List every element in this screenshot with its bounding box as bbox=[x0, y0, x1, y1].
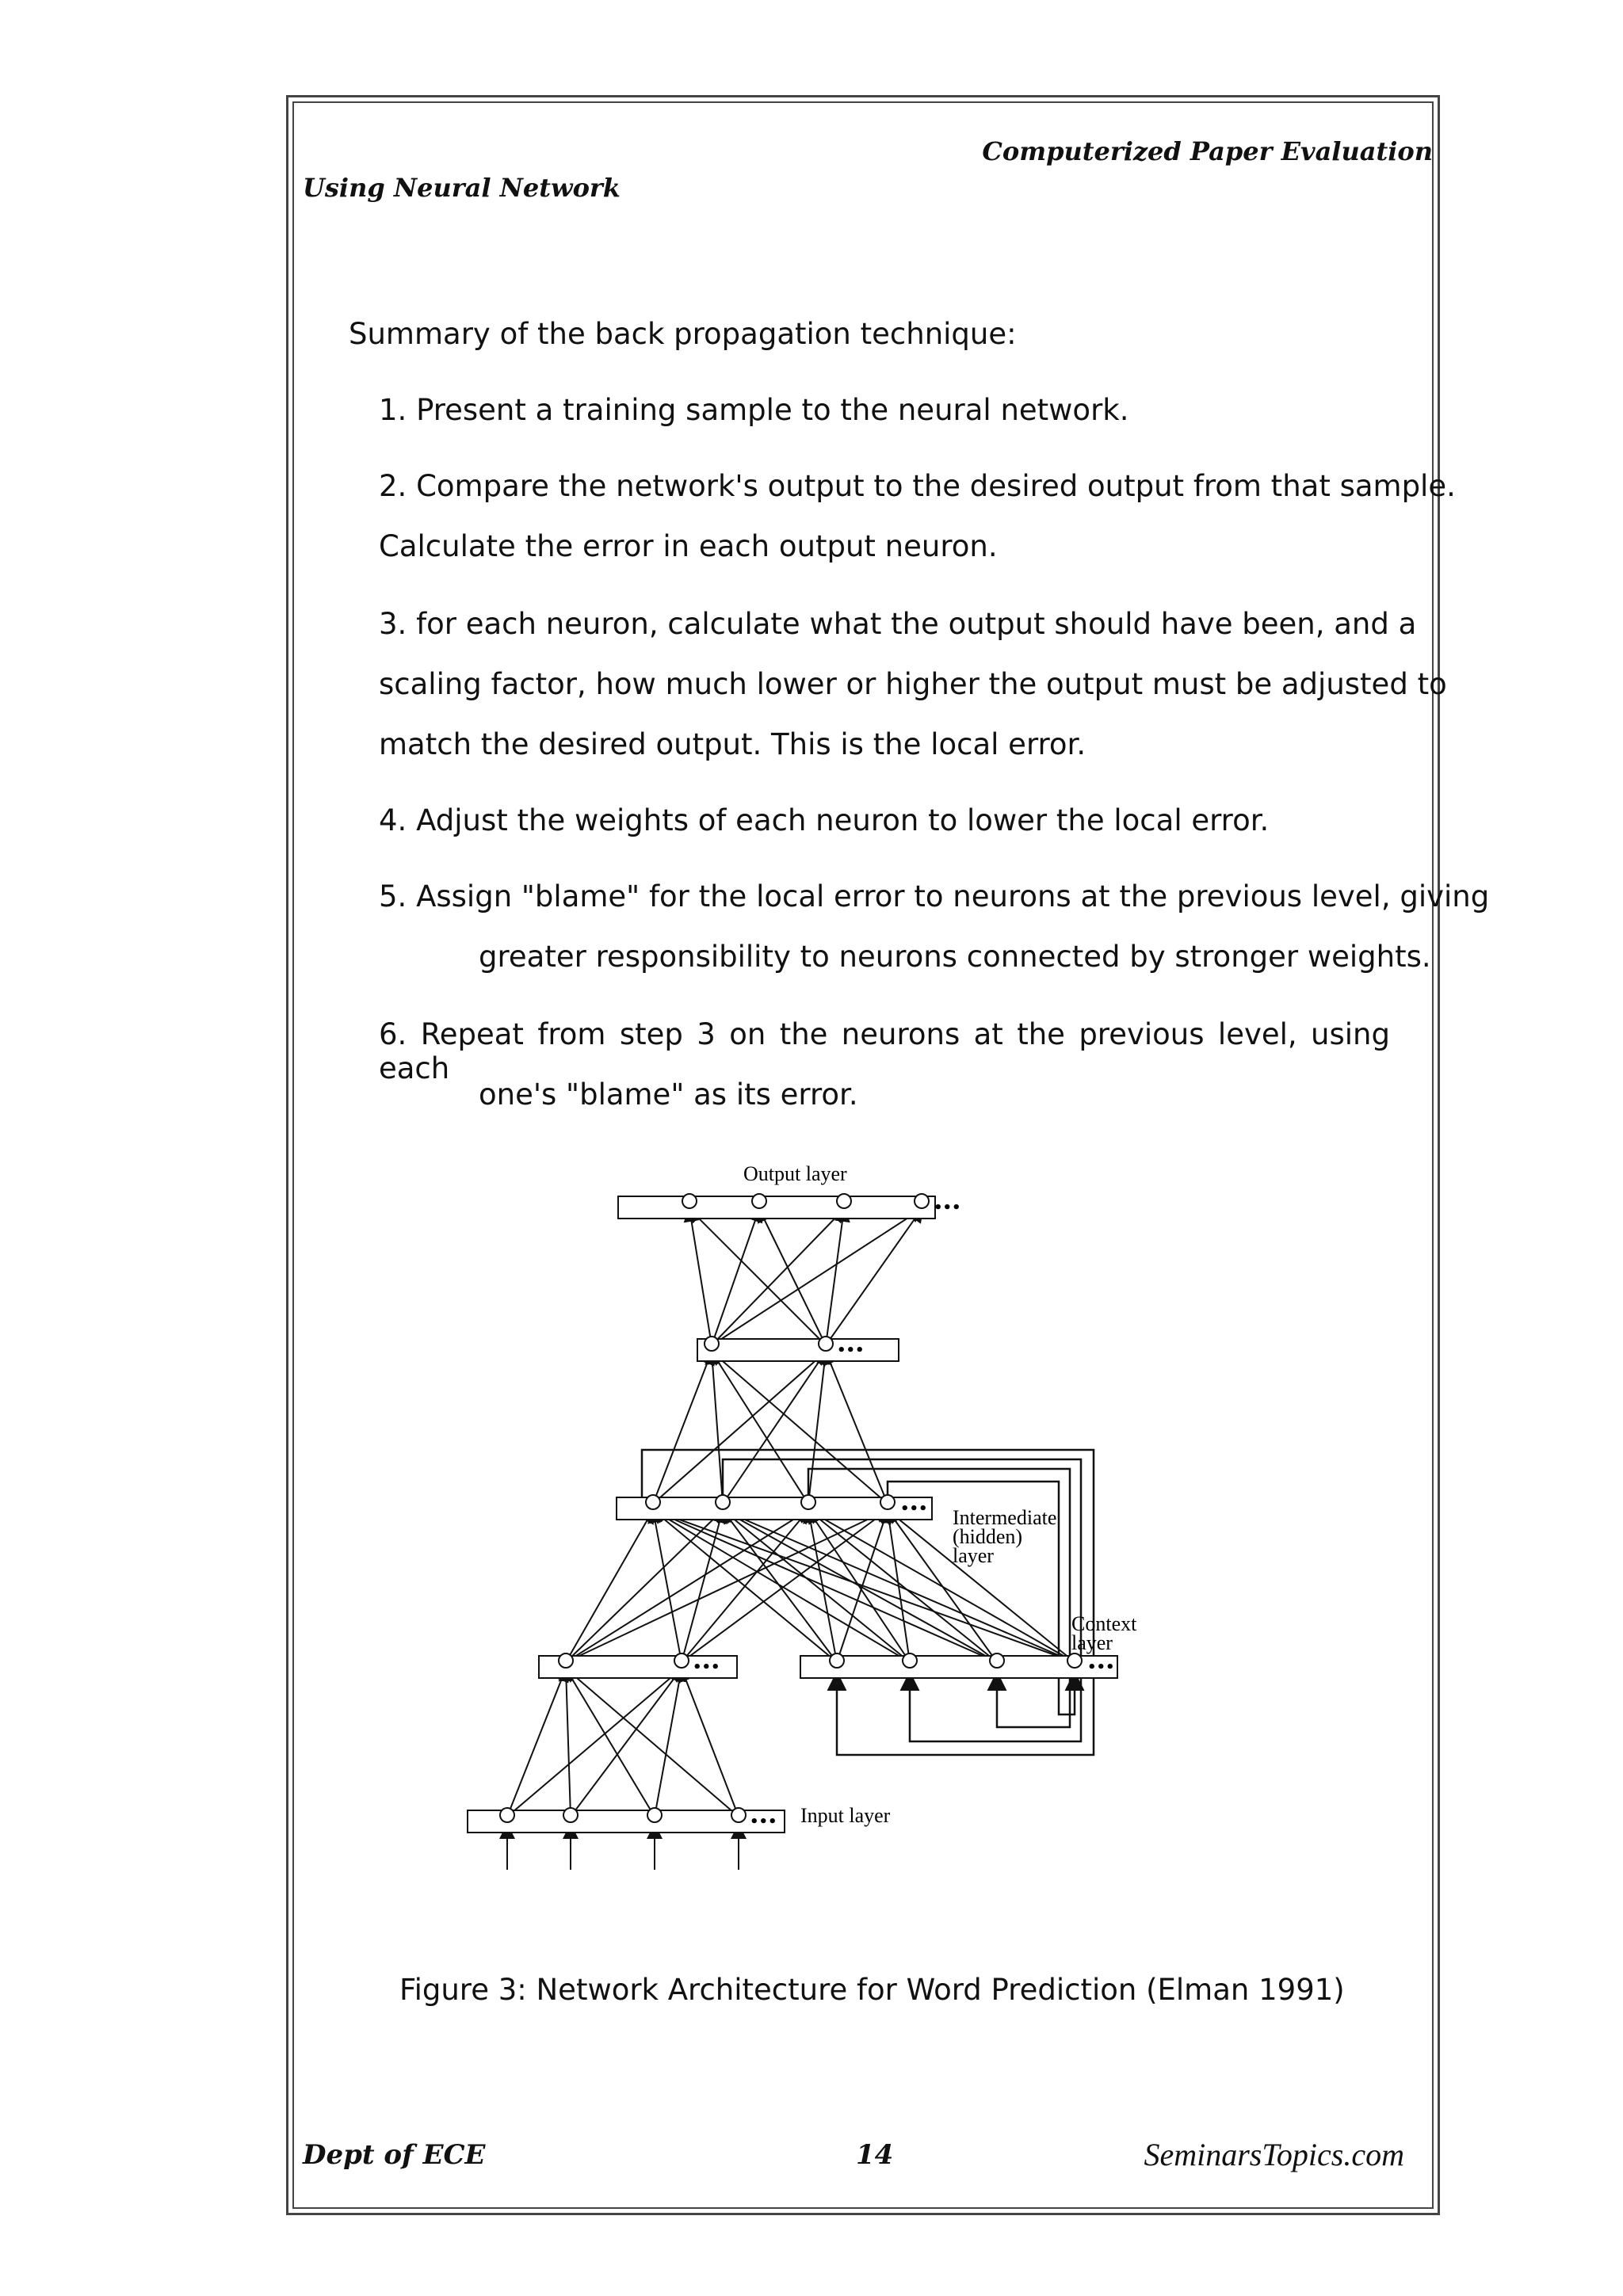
context-to-hidden-edge bbox=[723, 1510, 910, 1662]
feedback-line-1 bbox=[642, 1450, 1094, 1755]
context-label-line-1: Context bbox=[1071, 1612, 1137, 1635]
mid-to-hidden-edge bbox=[682, 1510, 888, 1662]
hidden2-node-2 bbox=[819, 1337, 833, 1351]
input-node-2 bbox=[563, 1808, 578, 1822]
footer-page-number: 14 bbox=[856, 2139, 894, 2171]
context-node-4 bbox=[1067, 1653, 1082, 1668]
network-architecture-figure bbox=[460, 1165, 1268, 1878]
input-node-3 bbox=[647, 1808, 662, 1822]
output-node-1 bbox=[682, 1194, 697, 1208]
hidden-node-2 bbox=[716, 1495, 730, 1509]
intermediate-label-line-3: layer bbox=[953, 1544, 994, 1567]
step-5-line-2: greater responsibility to neurons connected by stronger weights. bbox=[479, 940, 1431, 974]
input-to-mid-edge bbox=[566, 1669, 655, 1817]
hidden-to-hidden2-edge bbox=[712, 1352, 723, 1504]
figure-caption: Figure 3: Network Architecture for Word Prediction (Elman 1991) bbox=[399, 1973, 1345, 2007]
context-to-hidden-edge bbox=[653, 1510, 837, 1662]
footer-dept: Dept of ECE bbox=[303, 2139, 486, 2171]
step-4: 4. Adjust the weights of each neuron to lower the local error. bbox=[379, 803, 1270, 837]
step-1: 1. Present a training sample to the neural network. bbox=[379, 393, 1129, 427]
output-node-4 bbox=[915, 1194, 929, 1208]
hidden2-to-output-edge bbox=[826, 1209, 844, 1345]
context-to-hidden-edge bbox=[808, 1510, 1075, 1662]
output-node-3 bbox=[837, 1194, 851, 1208]
output-ellipsis: ••• bbox=[934, 1199, 961, 1216]
left-mid-node-2 bbox=[674, 1653, 689, 1668]
step-2-line-1: 2. Compare the network's output to the desired output from that sample. bbox=[379, 469, 1456, 503]
context-feedback-lines bbox=[642, 1450, 1094, 1755]
step-6-line-2: one's "blame" as its error. bbox=[479, 1077, 858, 1112]
hidden2-layer-box bbox=[697, 1339, 899, 1361]
context-node-2 bbox=[903, 1653, 917, 1668]
hidden2-to-output-edge bbox=[826, 1209, 922, 1345]
hidden2-to-output-edge bbox=[712, 1209, 759, 1345]
input-to-mid-edge bbox=[571, 1669, 682, 1817]
left-mid-ellipsis: ••• bbox=[693, 1659, 720, 1676]
context-to-hidden-edge bbox=[653, 1510, 997, 1662]
input-ellipsis: ••• bbox=[750, 1814, 777, 1830]
network-diagram bbox=[460, 1165, 1268, 1878]
hidden2-to-output-edge bbox=[689, 1209, 712, 1345]
hidden-to-hidden2-edge bbox=[653, 1352, 712, 1504]
step-3-line-3: match the desired output. This is the local error. bbox=[379, 727, 1086, 761]
mid-to-hidden-edge bbox=[653, 1510, 682, 1662]
output-node-2 bbox=[752, 1194, 766, 1208]
input-node-1 bbox=[500, 1808, 514, 1822]
context-to-hidden-edge bbox=[653, 1510, 910, 1662]
input-to-mid-edge bbox=[507, 1669, 566, 1817]
context-to-hidden-edge bbox=[723, 1510, 837, 1662]
mid-to-hidden-edge bbox=[566, 1510, 723, 1662]
hidden-to-hidden2-edge bbox=[826, 1352, 888, 1504]
step-3-line-2: scaling factor, how much lower or higher the output must be adjusted to bbox=[379, 667, 1447, 701]
step-6-line-1: 6. Repeat from step 3 on the neurons at the previous level, using each bbox=[379, 1017, 1390, 1085]
hidden-ellipsis: ••• bbox=[900, 1501, 928, 1517]
input-layer-label: Input layer bbox=[800, 1804, 891, 1827]
mid-to-hidden-edge bbox=[566, 1510, 888, 1662]
context-label-line-2: layer bbox=[1071, 1631, 1113, 1654]
input-to-mid-edge bbox=[655, 1669, 682, 1817]
output-layer-box bbox=[618, 1196, 935, 1219]
hidden2-to-output-edge bbox=[712, 1209, 844, 1345]
mid-to-hidden-edge bbox=[566, 1510, 653, 1662]
step-2-line-2: Calculate the error in each output neuron. bbox=[379, 529, 998, 563]
input-to-mid-edge bbox=[566, 1669, 571, 1817]
input-to-mid-edge bbox=[507, 1669, 682, 1817]
hidden2-node-1 bbox=[705, 1337, 719, 1351]
context-ellipsis: ••• bbox=[1087, 1659, 1115, 1676]
input-to-mid-edge bbox=[566, 1669, 739, 1817]
input-to-mid-edge bbox=[682, 1669, 739, 1817]
summary-heading: Summary of the back propagation technique: bbox=[349, 317, 1017, 351]
context-node-3 bbox=[990, 1653, 1004, 1668]
hidden-node-3 bbox=[801, 1495, 815, 1509]
hidden-node-1 bbox=[646, 1495, 660, 1509]
intermediate-label-line-2: (hidden) bbox=[953, 1525, 1023, 1548]
hidden2-to-output-edge bbox=[689, 1209, 826, 1345]
hidden-to-hidden2-edge bbox=[712, 1352, 808, 1504]
header-title-left: Using Neural Network bbox=[303, 173, 621, 203]
step-3-line-1: 3. for each neuron, calculate what the output should have been, and a bbox=[379, 607, 1417, 641]
input-node-4 bbox=[731, 1808, 746, 1822]
header-title-right: Computerized Paper Evaluation bbox=[982, 136, 1433, 166]
left-mid-node-1 bbox=[559, 1653, 573, 1668]
footer-site: SeminarsTopics.com bbox=[1144, 2137, 1404, 2172]
hidden-node-4 bbox=[880, 1495, 895, 1509]
hidden2-ellipsis: ••• bbox=[837, 1342, 865, 1359]
intermediate-label-line-1: Intermediate bbox=[953, 1506, 1057, 1529]
context-node-1 bbox=[830, 1653, 844, 1668]
output-layer-label: Output layer bbox=[743, 1165, 847, 1185]
step-5-line-1: 5. Assign "blame" for the local error to neurons at the previous level, giving bbox=[379, 879, 1490, 913]
